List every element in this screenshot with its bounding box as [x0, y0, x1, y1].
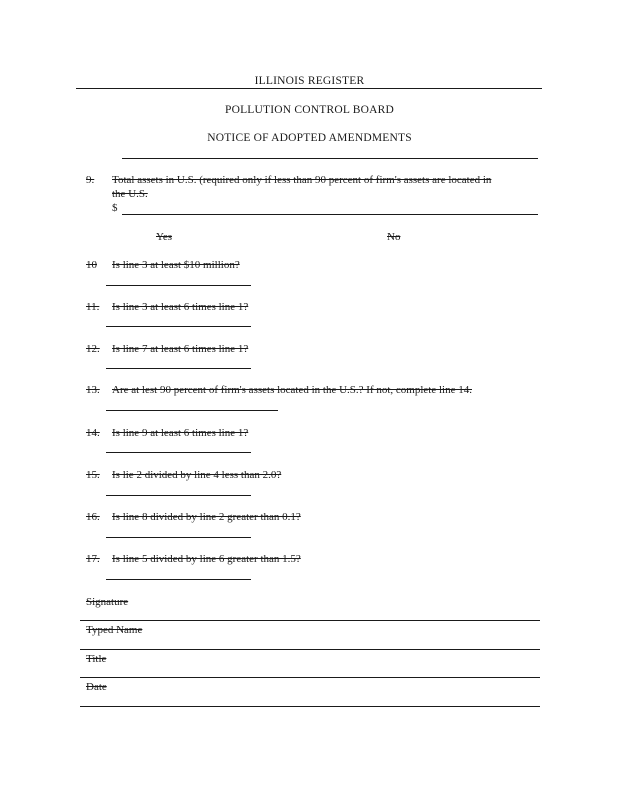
- item9-number: 9.: [86, 174, 95, 186]
- question-number: 12.: [86, 343, 100, 355]
- question-number: 17.: [86, 553, 100, 565]
- question-text: Is line 5 divided by line 6 greater than 1.5?: [112, 553, 301, 565]
- question-answer-line[interactable]: [106, 495, 251, 496]
- board-title: POLLUTION CONTROL BOARD: [224, 104, 394, 116]
- question-answer-line[interactable]: [106, 410, 278, 411]
- register-title: ILLINOIS REGISTER: [254, 75, 365, 87]
- question-number: 15.: [86, 469, 100, 481]
- signature-line[interactable]: [80, 620, 540, 621]
- question-number: 11.: [86, 301, 100, 313]
- signature-label: Signature: [86, 596, 129, 608]
- question-text: Is line 8 divided by line 2 greater than 0.1?: [112, 511, 301, 523]
- question-answer-line[interactable]: [106, 537, 251, 538]
- question-answer-line[interactable]: [106, 368, 251, 369]
- question-text: Is line 7 at least 6 times line 1?: [112, 343, 249, 355]
- question-number: 13.: [86, 384, 100, 396]
- item9-text-line2: the U.S.: [112, 188, 148, 200]
- question-answer-line[interactable]: [106, 579, 251, 580]
- question-answer-line[interactable]: [106, 285, 251, 286]
- question-number: 16.: [86, 511, 100, 523]
- notice-title: NOTICE OF ADOPTED AMENDMENTS: [207, 132, 412, 144]
- question-text: Is line 9 at least 6 times line 1?: [112, 427, 249, 439]
- question-answer-line[interactable]: [106, 326, 251, 327]
- header-rule: [76, 88, 542, 89]
- item9-text-line1: Total assets in U.S. (required only if less than 90 percent of firm's assets are located in: [112, 174, 492, 186]
- yes-column-label: Yes: [156, 231, 173, 243]
- title-label: Title: [86, 653, 107, 665]
- date-line[interactable]: [80, 706, 540, 707]
- typed-name-label: Typed Name: [86, 624, 143, 636]
- typed-name-line[interactable]: [80, 649, 540, 650]
- question-answer-line[interactable]: [106, 452, 251, 453]
- question-text: Is lie 2 divided by line 4 less than 2.0?: [112, 469, 282, 481]
- item9-answer-line[interactable]: [122, 214, 538, 215]
- date-label: Date: [86, 681, 107, 693]
- question-text: Are at lest 90 percent of firm's assets located in the U.S.? If not, complete line 14.: [112, 384, 472, 396]
- dollar-sign: $: [112, 202, 118, 214]
- question-text: Is line 3 at least 6 times line 1?: [112, 301, 249, 313]
- no-column-label: No: [387, 231, 401, 243]
- title-line[interactable]: [80, 677, 540, 678]
- question-text: Is line 3 at least $10 million?: [112, 259, 240, 271]
- question-number: 10: [86, 259, 97, 271]
- question-number: 14.: [86, 427, 100, 439]
- notice-rule: [122, 158, 538, 159]
